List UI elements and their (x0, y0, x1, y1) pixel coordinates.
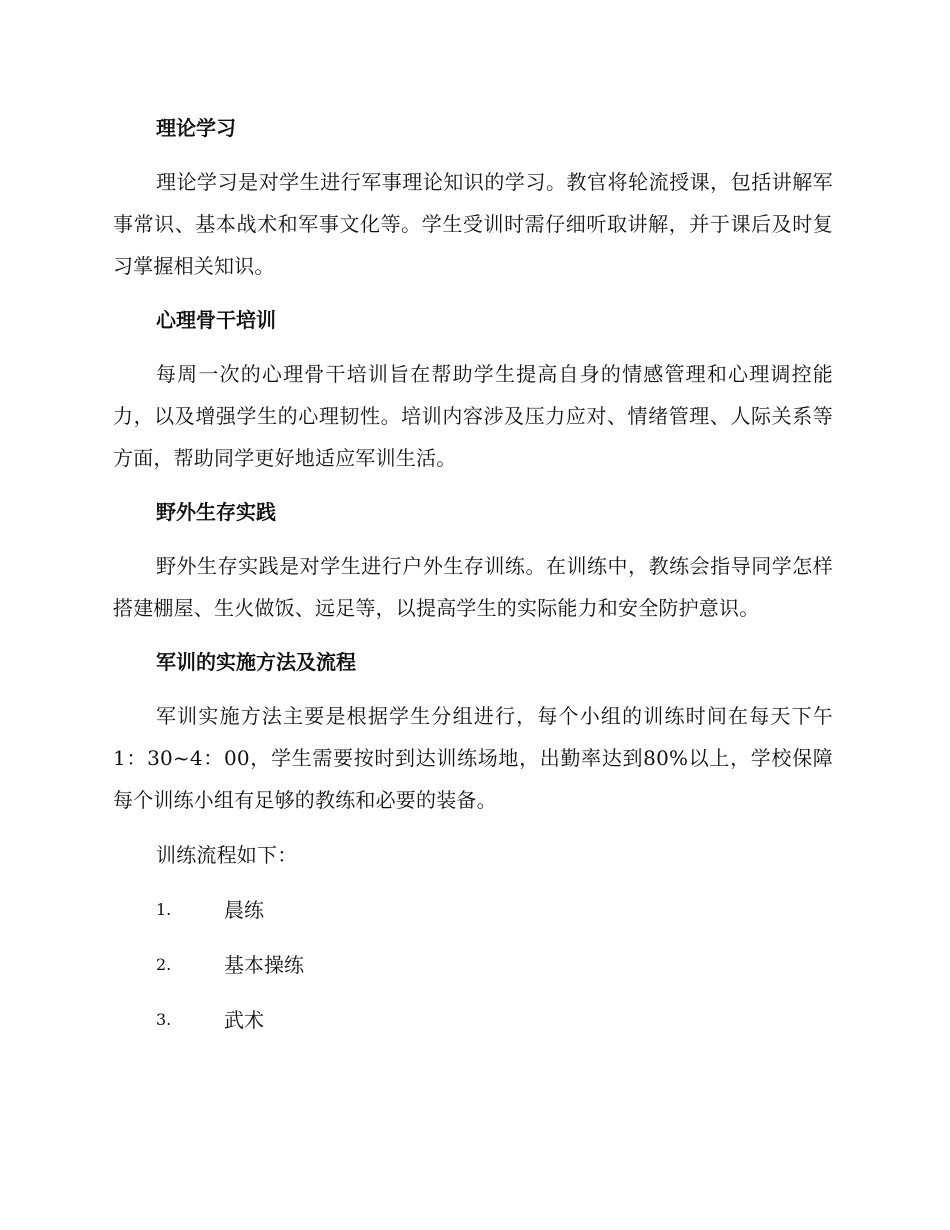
section-paragraph: 野外生存实践是对学生进行户外生存训练。在训练中，教练会指导同学怎样搭建棚屋、生火做饭、远足等，以提高学生的实际能力和安全防护意识。 (113, 554, 833, 620)
list-item (113, 944, 833, 999)
list-item-label: 晨练 (224, 898, 264, 922)
list-item-label: 武术 (224, 1008, 264, 1032)
section-heading: 心理骨干培训 (156, 308, 276, 332)
section-paragraph: 军训实施方法主要是根据学生分组进行，每个小组的训练时间在每天下午1：30~4：00，学生需要按时到达训练场地，出勤率达到80%以上，学校保障每个训练小组有足够的教练和必要的装备。 (113, 704, 833, 812)
section-paragraph: 理论学习是对学生进行军事理论知识的学习。教官将轮流授课，包括讲解军事常识、基本战术和军事文化等。学生受训时需仔细听取讲解，并于课后及时复习掌握相关知识。 (113, 170, 833, 278)
document-content (113, 108, 833, 1054)
list-item-label: 基本操练 (224, 953, 304, 977)
flow-intro: 训练流程如下： (156, 843, 298, 867)
training-flow-list (113, 889, 833, 1054)
list-item-number: 1. (156, 900, 172, 919)
section-heading: 野外生存实践 (156, 500, 276, 524)
section-heading: 理论学习 (156, 116, 236, 140)
list-item-number: 2. (156, 955, 172, 974)
section-paragraph: 每周一次的心理骨干培训旨在帮助学生提高自身的情感管理和心理调控能力，以及增强学生的心理韧性。培训内容涉及压力应对、情绪管理、人际关系等方面，帮助同学更好地适应军训生活。 (113, 362, 833, 470)
list-item (113, 999, 833, 1054)
list-item (113, 889, 833, 944)
section-heading: 军训的实施方法及流程 (156, 650, 356, 674)
list-item-number: 3. (156, 1010, 172, 1029)
